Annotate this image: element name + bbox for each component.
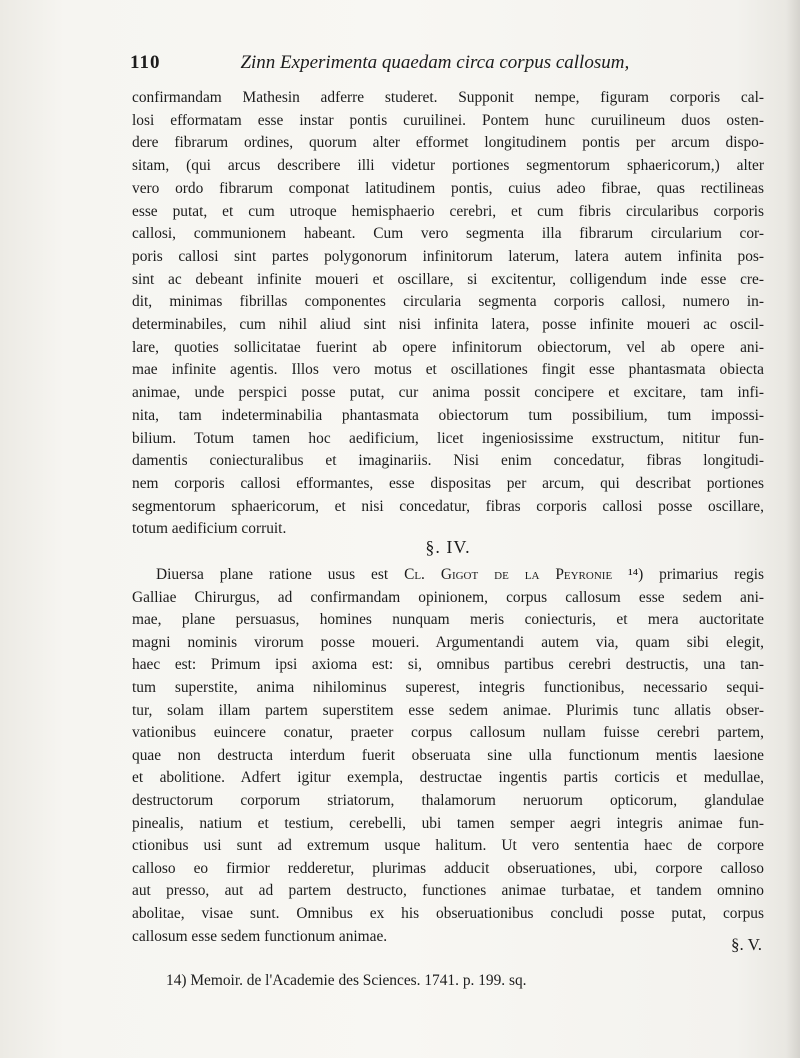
paragraph-1-line: damentis coniecturalibus et imaginariis. Nisi enim concedatur, fibras longitudi- [132, 452, 764, 470]
paragraph-1-line: poris callosi sint partes polygonorum infinitorum laterum, latera autem infinita pos- [132, 247, 764, 265]
paragraph-2-line: tum superstite, anima nihilominus superest, integris functionibus, necessario sequi- [132, 678, 764, 696]
paragraph-1 [132, 87, 764, 541]
paragraph-2-line: abolitae, visae sunt. Omnibus ex his obseruationibus concludi posse putat, corpus [132, 904, 764, 922]
paragraph-1-line: animae, unde perspici posse putat, cur anima possit concipere et excitare, tam infi- [132, 384, 764, 402]
paragraph-1-line: totum aedificium corruit. [132, 520, 287, 538]
paragraph-2-line: haec est: Primum ipsi axioma est: si, omnibus partibus cerebri destructis, una tan- [132, 656, 764, 674]
paragraph-1-line: nita, tam indeterminabilia phantasmata obiectorum tum possibilium, tum impossi- [132, 406, 764, 424]
running-head [130, 52, 640, 78]
first-line-before: Diuersa plane ratione usus est [156, 566, 405, 583]
paragraph-1-line: bilium. Totum tamen hoc aedificium, licet ingeniosissime exstructum, nititur fun- [132, 429, 764, 447]
paragraph-1-line: confirmandam Mathesin adferre studeret. Supponit nempe, figuram corporis cal- [132, 89, 764, 106]
paragraph-2 [132, 564, 764, 948]
paragraph-1-line: callosi, communionem habeant. Cum vero segmenta illa fibrarum circularium cor- [132, 225, 764, 243]
catchword: §. V. [730, 935, 762, 954]
section-heading: §. IV. [425, 537, 471, 557]
paragraph-1-line: losi efformatam esse instar pontis curuilinei. Pontem hunc curuilineum duos osten- [132, 111, 764, 129]
author-name: Cl. Gigot de la Peyronie [404, 566, 613, 583]
page-number: 110 [130, 52, 161, 73]
paragraph-2-line: vationibus euincere conatur, praeter corpus callosum nullam fuisse cerebri partem, [132, 724, 764, 742]
paragraph-2-line: magni nominis virorum posse moueri. Argumentandi autem via, quam sibi elegit, [132, 633, 764, 651]
paragraph-1-line: esse putat, et cum utroque hemisphaerio cerebri, et cum fibris circularibus corporis [132, 202, 764, 220]
paragraph-2-line: pinealis, natium et testium, cerebelli, ubi tamen semper aegri integris animae fun- [132, 814, 764, 832]
paragraph-1-line: mae infinite agentis. Illos vero motus et oscillationes fingit esse phantasmata obiecta [132, 361, 764, 379]
paragraph-2-line: destructorum corporum striatorum, thalamorum neruorum opticorum, glandulae [132, 791, 764, 809]
paragraph-1-text [132, 87, 764, 541]
paragraph-1-line: determinabiles, cum nihil aliud sint nisi infinita latera, posse infinite moueri ac oscil- [132, 316, 764, 334]
paragraph-1-line: lare, quoties sollicitatae fuerint ab opere infinitorum obiectorum, vel ab opere ani- [132, 338, 764, 356]
paragraph-1-line: sint ac debeant infinite moueri et oscillare, si excitentur, colligendum inde esse cre- [132, 270, 764, 288]
footnote: 14) Memoir. de l'Academie des Sciences. 1741. p. 199. sq. [166, 972, 527, 989]
first-line-after: primarius regis [643, 566, 764, 583]
paragraph-2-line: Galliae Chirurgus, ad confirmandam opinionem, corpus callosum esse sedem ani- [132, 588, 764, 606]
paragraph-1-line: vero ordo fibrarum componat latitudinem pontis, cuius adeo fibrae, quas rectilineas [132, 179, 764, 197]
paragraph-2-line: callosum esse sedem functionum animae. [132, 927, 388, 945]
paragraph-2-line: et abolitione. Adfert igitur exempla, destructae ingentis partis corticis et medullae, [132, 769, 764, 787]
paragraph-1-line: sitam, (qui arcus describere illi videtur portiones segmentorum sphaericorum,) alter [132, 157, 764, 175]
page-edge-shadow [786, 0, 800, 1058]
running-title: Zinn Experimenta quaedam circa corpus callosum, [240, 52, 630, 73]
footnote-ref: ¹⁴) [628, 566, 644, 583]
paragraph-1-line: nem corporis callosi efformantes, esse dispositas per arcum, qui describat portiones [132, 474, 764, 492]
paragraph-1-line: dit, minimas fibrillas componentes circularia segmenta corporis callosi, numero in- [132, 293, 764, 311]
paragraph-1-line: segmentorum sphaericorum, et nisi concedatur, fibras corporis callosi posse oscillare, [132, 497, 764, 515]
paragraph-2-text [132, 564, 764, 948]
paragraph-2-line: ctionibus usi sunt ad extremum usque halitum. Ut vero sententia haec de corpore [132, 837, 764, 855]
paragraph-2-line: aut presso, aut ad partem destructo, functiones animae turbatae, et tandem omnino [132, 882, 764, 900]
paragraph-1-line: dere fibrarum ordines, quorum alter efformet longitudinem pontis per arcum dispo- [132, 134, 764, 152]
paragraph-2-line: calloso eo firmior redderetur, plurimas adducit obseruationes, ubi, corpore calloso [132, 859, 764, 877]
paragraph-2-first-line [132, 564, 764, 587]
paragraph-2-line: mae, plane persuasus, homines nunquam meris coniecturis, et mera auctoritate [132, 611, 764, 629]
paragraph-2-line: quae non destructa interdum fuerit obseruata sine ulla functionum mentis laesione [132, 746, 764, 764]
paragraph-2-line: tur, solam illam partem superstitem esse sedem animae. Plurimis tunc allatis obser- [132, 701, 764, 719]
